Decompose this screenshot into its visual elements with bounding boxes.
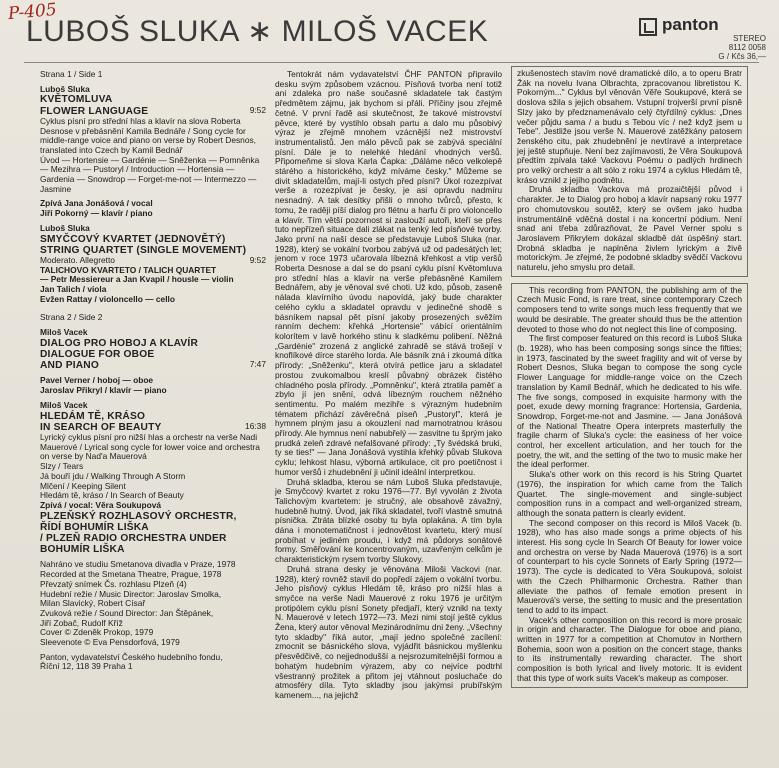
duration: 9:52 xyxy=(249,254,266,265)
price-label: G / Kčs 36,— xyxy=(718,52,766,61)
credit-line: Zvuková režie / Sound Director: Jan Štěpánek, xyxy=(40,607,214,618)
sleevenote-paragraph: Druhá strana desky je věnována Miloši Vackovi (nar. 1928), který rovněž stavil do popředí zájem o vokální tvorbu. Jeho písňový cyklus Hledám tě, kráso pro nižší hlas a smyčce na verše Nadi Mauerové z roku 1976 je určitým protipólem cyklu písní Sonety předjaří, který vznikl na texty N. Mauerové v letech 1972—73. Mezi nimi stojí ještě cyklus Žena, který autor věnoval Mezinárodnímu dni ženy. „Všechny tyto skladby" říká autor, „mají jedno společné zacílení: zmocnit se básnického slova, vyjádřit básnickou myšlenku přesvědčivě, co nejjednodušší a nejsrozumitelnější formou a bohatým hudebním výrazem, aby co nejvíce podtrhl všestranný prožitek a přitom jej vtáhnout posluchače do atmosféry díla. Tyto skladby jsou jakýmsi prubířským kamenem..., na jejichž xyxy=(275,563,503,700)
english-paragraph: The first composer featured on this record is Luboš Sluka (b. 1928), who has been composing songs since the fifties; in 1973, fascinated by the sweet fragility and wit of verse by Robert Desnos, Sluka began to compose the song cycle Flower Language for middle-range voice on the Czech translation by Kamil Bednář, which he dedicated to his wife. The five songs, composed in exquisite harmony with the poet, exude dewy morning fragrance: Hortensia, Gardenia, Snowdrop, Forget-me-not and Jasmine. — Jana Jonášová of the National Theatre Opera interprets masterfully the fragile charm of Sluka's cycle: the easiness of her voice control, her excellent articulation, and her touch for the poetry, the wit, and the setting of the two to music make her the ideal performer. xyxy=(517,333,742,470)
orchestra-name: PLZEŇSKÝ ROZHLASOVÝ ORCHESTR, xyxy=(40,510,237,522)
work-title-en: DIALOGUE FOR OBOE xyxy=(40,349,155,361)
credit-line: Recorded at the Smetana Theatre, Prague, 1978 xyxy=(40,569,222,580)
czech-sleevenote-column xyxy=(275,70,502,701)
performer: Jiří Pokorný — klavír / piano xyxy=(40,208,153,219)
ensemble-member: Jan Talich / viola xyxy=(40,284,107,295)
work-title-en: AND PIANO xyxy=(40,360,99,372)
work-title: DIALOG PRO HOBOJ A KLAVÍR xyxy=(40,337,199,349)
english-paragraph: This recording from PANTON, the publishing arm of the Czech Music Fond, is rare treat, since contemporary Czech composers tend to write songs much less frequently that we would be desirable. The greater should thus be the attention devoted to those who do not neglect this line of composing. xyxy=(517,284,742,334)
english-paragraph: The second composer on this record is Miloš Vacek (b. 1928), who has also made songs a prime objects of his interest. His song cycle In Search Of Beauty for lower voice and orchestra on verse by Nada Mauerová (1976) is a sort of counterpart to his cycle Sonnets of Early Spring (1972—1973). The cycle is dedicated to Věra Soukupová, soloist with the Czech Philharmonic Orchestra. Rather than alleviate the pathos of female emotion present in Mauerová's verse, the setting to music and the presentation tend to add to its impact. xyxy=(517,517,742,615)
publisher-address: Říční 12, 118 39 Praha 1 xyxy=(40,661,133,672)
panton-logo-text: panton xyxy=(662,15,719,34)
duration: 7:47 xyxy=(249,359,266,370)
english-paragraph: Sluka's other work on this record is his String Quartet (1976), the inspiration for which came from the Talich Quartet. The single-movement and single-subject composition runs in a compact and well-organized stream, although the sonata pattern is clearly evident. xyxy=(517,469,742,518)
performer: Pavel Verner / hoboj — oboe xyxy=(40,375,154,386)
stereo-label: STEREO xyxy=(733,34,766,43)
page-title: LUBOŠ SLUKA ∗ MILOŠ VACEK xyxy=(26,15,489,48)
tempo-marking: Moderato. Allegretto xyxy=(40,254,115,265)
header-divider xyxy=(24,62,759,63)
sleevenote-paragraph: Druhá skladba, kterou se nám Luboš Sluka představuje, je Smyčcový kvartet z roku 1976—77. Byl vyvolán z života Talichovým kvartetem: je stručný, ale obsahově závažný, hudebně hutný. Úvod, jak říká skladatel, tvoří vlastně smutná písnička. Ztráta blízké osoby tu byla oplakána. A tím byla dána i monotematičnost i jednovětost kvartetu, který musí probíhat v jediném proudu, i když má půdorys sonátové formy. Směřování ke koncentrovaným, uzavřeným celkům je charakteristickým rysem tvorby Slukovy. xyxy=(275,476,502,565)
work-title: SMYČCOVÝ KVARTET (JEDNOVĚTÝ) xyxy=(40,233,226,245)
handwritten-catalog-mark: P-405 xyxy=(7,0,58,25)
ensemble-member: — Petr Messiereur a Jan Kvapil / housle — violin xyxy=(40,274,234,285)
ensemble-member: Evžen Rattay / violoncello — cello xyxy=(40,293,175,304)
sleevenote-continued-column xyxy=(511,70,748,688)
work-title-en: STRING QUARTET (SINGLE MOVEMENT) xyxy=(40,244,247,256)
english-paragraph: Vacek's other composition on this record is more prosaic in origin and character. The Dialogue for oboe and piano, written in 1977 for a competition at Chomutov in Northern Bohemia, soon won a position on the concert stage, thanks to its instrumentally rewarding character. The short composition is both lyrical and lively motoric. It is evident that this type of work suits Vacek's makeup as composer. xyxy=(517,614,742,683)
song-list: Úvod — Hortensie — Gardénie — Sněženka — Pomněnka — Mezihra — Pustoryl / Introduction — Hortensia — Gardenia — Snowdrop — Forget-me-not — Intermezzo — Jasmine xyxy=(40,154,260,194)
work-title-en: IN SEARCH OF BEAUTY xyxy=(40,421,162,433)
work-description: Cyklus písní pro střední hlas a klavír na slova Roberta Desnose v přebásnění Kamila Bednáře / Song cycle for middle-range voice and piano on verse by Robert Desnos, translated into Czech by Kamil Bednář xyxy=(40,115,257,155)
composer-name: Luboš Sluka xyxy=(40,222,90,233)
composer-name: Miloš Vacek xyxy=(40,399,88,410)
orchestra-name: BOHUMÍR LIŠKA xyxy=(40,544,125,556)
work-title: KVĚTOMLUVA xyxy=(40,94,113,106)
performer: Jaroslav Přikryl / klavír — piano xyxy=(40,385,167,396)
song-item: Mlčení / Keeping Silent xyxy=(40,480,126,491)
credit-line: Cover © Zdeněk Prokop, 1979 xyxy=(40,627,154,638)
panton-logo-icon xyxy=(639,18,657,36)
duration: 9:52 xyxy=(249,104,266,115)
sleevenote-paragraph: zkušenostech stavím nové dramatické dílo, a to operu Bratr Žák na novelu Ivana Olbrachta, zpracovanou libretistou K. Pokorným..." Cyklus byl věnován Věře Soukupové, která se doslova sžila s jejich obsahem. Vstupní trojverší první písně Slzy jako by předznamenávalo celý čtyřdílný cyklus: „Dnes večer půjdu sama / a budu s Tebou víc / než když jsem u Tebe". Jestliže jsou verše N. Mauerové zatěžkány patosem ženského citu, pak zhudebnění je nevtíravé a interpretace jej ještě stupňuje. Není bez zajímavosti, že Věra Soukupová předtím zpívala také Vackovu Poému o padlých hrdinech pro velký orchestr a alt sólo z roku 1974 a cyklus Hledám tě, kráso vznikl z jejího podnětu. xyxy=(517,68,742,185)
credit-line: Nahráno ve studiu Smetanova divadla v Praze, 1978 xyxy=(40,559,236,570)
credits xyxy=(40,560,266,672)
side-2-label: Strana 2 / Side 2 xyxy=(40,312,103,323)
orchestra-name: ŘÍDÍ BOHUMÍR LIŠKA xyxy=(40,521,149,533)
credit-line: Jiří Zobač, Rudolf Kříž xyxy=(40,617,123,628)
song-item: Hledám tě, kráso / In Search of Beauty xyxy=(40,490,184,501)
work-title-en: FLOWER LANGUAGE xyxy=(40,105,149,117)
sleevenote-paragraph: Druhá skladba Vackova má prozaičtější původ i charakter. Je to Dialog pro hoboj a klavír napsaný roku 1977 pro chomutovskou soutěž, který se ovšem jako hudba instrumentálně vděčná dostal i na koncertní pódium. Není snad ani třeba zdůrazňovat, že Pavel Verner spolu s Jaroslavem Přikrylem dokázal skladbě dát úspěšný start. Drobná skladba je naplněna živlem lyrickým a živě motorickým. Je zřejmé, že podobné skladby svědčí Vackovu naturelu, jeho smyslu pro detail. xyxy=(517,184,742,273)
ensemble-name: TALICHOVO KVARTETO / TALICH QUARTET xyxy=(40,264,217,275)
credit-line: Hudební režie / Music Director: Jaroslav Smolka, xyxy=(40,588,222,599)
performer: Zpívá Jana Jonášová / vocal xyxy=(40,198,153,209)
catalog-info xyxy=(686,34,766,61)
sleevenote-paragraph: Tentokrát nám vydavatelství ČHF PANTON připravilo desku svým způsobem vzácnou. Písňová tvorba není totiž ani zdaleka pro naše současné skladatele tak častým předmětem zájmu, jak bychom si přáli. Příčiny jsou zřejmě četné. V první řadě asi skutečnost, že takové mistrovství pěvce, které by vystihlo obsah partu a dalo mu působivý výraz je zřejmě mnohem vzácnější než mistrovství instrumentalistů. Jen málo pěvců pak se zabývá speciální písní. Dále je to nelehké hledání vhodných veršů. Připomeňme si slova Karla Čapka: „Dáláme něco velkolepě stárého a historického, když míváme česky." Můžeme se divit skladatelům, mají-li ostych před písní? Úkol rozezpívat verše a rozezpívat je česky, je asi opravdu nadmíru nesnadný. A tak desítky přišli o mnoho tvůrců, přesto, k tomu, že raději píší dialog pro flétnu a harfu či pro violoncello a klavír. Tím větší pozornost si zaslouží autoři, kteří se přes tuto nepřízeň situace dali zlákat na tenký led písňové tvorby. Jako první na naší desce se představuje Luboš Sluka (nar. 1928), který se vokální tvorbou zabývá už od padesátých let; jenom v roce 1973 učarovala líbezná křehkost a vtip veršů Roberta Desnose a dal se do psaní cyklu písní Květomluva pro střední hlas a klavír na verše přebásněné Kamilem Bednářem, aby je věnoval své choti. Už kdo, působ, zaseně nálada klavírního úvodu napovídá, jaký bude charakter celého cyklu a skladatel opravdu v jedinečné shodě s básníkem napsal pět písní jakoby prosezených svěžím ranním dechem: křehká „Hortensie" vábící orientálním kolorítem v lavě horkého stinu k sladkému polibení. Něžná „Gardénie" zrozená z anglické zahradě se stává trošejí v knoflíkové dírce starého lorda. Ale básník zná i zkoumá dítka přírody: „Sněženku", která otvírá petlice jaru a skladatel prostou zvukomalbou kreslí půvabný obrázek čistého chladného posla přírody. „Pomněnku", která ztratila paměť a zbylo jí jen snění, odvá líbezným rouchem něžného sentimentu. Po malém mezihře s výrazným hudebním tématem přichází závěrečná píseň „Pustoryl", která je hymnem plným jasu a okouzlení nad marnotratnou krásou přírody. Ale hymnus není nabubřelý — zasvitne tu šprým jako prudká zeleň zdravé nefalšované přírody: „Ty švédská bruki, ty se ties!" — Jana Jonášová vystihla křehký půvab Slukova cyklu; lehkost hlasu, výborná artikulace, cit pro poetičnost i humor veršů i zhudebnění ji učinil ideální interpretkou. xyxy=(275,69,503,477)
catalog-number: 8112 0058 xyxy=(728,43,766,52)
composer-name: Luboš Sluka xyxy=(40,83,90,94)
track-listing-column xyxy=(40,70,266,672)
composer-name: Miloš Vacek xyxy=(40,327,88,338)
credit-line: Převzatý snímek Čs. rozhlasu Plzeň (4) xyxy=(40,578,187,589)
work-description: Lyrický cyklus písní pro nižší hlas a orchestr na verše Nadi Mauerové / Lyrical song cycle for lower voice and orchestra on verse by Nad'a Mauerová xyxy=(40,432,260,462)
publisher-line: Panton, vydavatelství Českého hudebního fondu, xyxy=(40,651,223,662)
header xyxy=(0,0,779,62)
credit-line: Milan Slavický, Robert Císař xyxy=(40,598,146,609)
english-sleevenote-box xyxy=(511,283,748,688)
duration: 16:38 xyxy=(245,420,266,431)
credit-line: Sleevenote © Eva Pensdorfová, 1979 xyxy=(40,637,180,648)
song-item: Já bouří jdu / Walking Through A Storm xyxy=(40,470,186,481)
orchestra-name: / PLZEŇ RADIO ORCHESTRA UNDER xyxy=(40,533,227,545)
side-1-label: Strana 1 / Side 1 xyxy=(40,69,103,79)
work-title: HLEDÁM TĚ, KRÁSO xyxy=(40,410,146,422)
work-title-row xyxy=(40,360,266,371)
czech-continuation-box xyxy=(511,66,748,277)
performer: Zpívá / vocal: Věra Soukupová xyxy=(40,499,162,510)
song-item: Slzy / Tears xyxy=(40,461,84,472)
